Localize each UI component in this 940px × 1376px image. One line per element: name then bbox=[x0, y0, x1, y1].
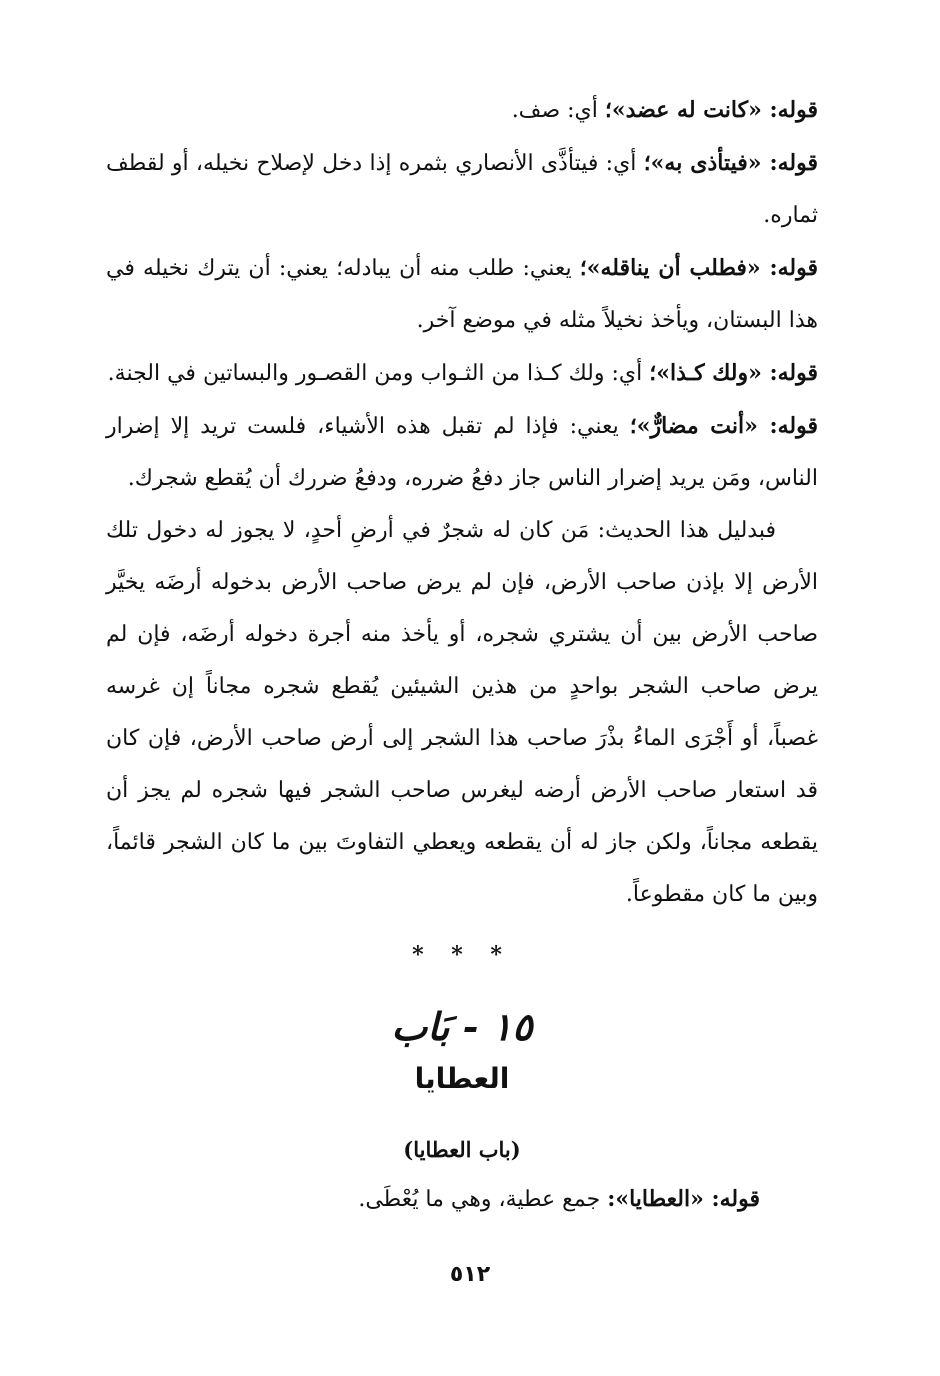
chapter-title: العطايا bbox=[414, 1062, 510, 1095]
commentary-paragraph-5 bbox=[106, 400, 818, 505]
chapter-number: ١٥ - بَاب bbox=[391, 1004, 533, 1049]
quoted-phrase: قوله: «العطايا»: bbox=[607, 1186, 760, 1212]
commentary-paragraph-2 bbox=[106, 137, 818, 242]
section-separator: * * * bbox=[412, 942, 512, 968]
commentary-paragraph-last bbox=[106, 1173, 818, 1226]
explanation-text: أي: صف. bbox=[511, 98, 605, 123]
explanation-text: يعني: طلب منه أن يبادله؛ يعني: أن يترك نخيله في هذا البستان، ويأخذ نخيلاً مثله في موضع آخر. bbox=[106, 256, 818, 333]
ruling-paragraph: فبدليل هذا الحديث: مَن كان له شجرٌ في أرضِ أحدٍ، لا يجوز له دخول تلك الأرض إلا بإذن صاحب الأرض، فإن لم يرض صاحب الأرض بدخوله أرضَه يخيَّر صاحب الأرض بين أن يشتري شجره، أو يأخذ منه أجرة دخوله أرضَه، فإن لم يرض صاحب الشجر بواحدٍ من هذين الشيئين يُقطع شجره مجاناً إن غرسه غصباً، أو أَجْرَى الماءُ بذْرَ صاحب هذا الشجر إلى أرض صاحب الأرض، فإن كان قد استعار صاحب الأرض أرضه ليغرس صاحب الشجر فيها شجره لم يجز أن يقطعه مجاناً، ولكن جاز له أن يقطعه ويعطي التفاوتَ بين ما كان الشجر قائماً، وبين ما كان مقطوعاً. bbox=[106, 518, 818, 907]
explanation-text: أي: فيتأذَّى الأنصاري بثمره إذا دخل لإصلاح نخيله، أو لقطف ثماره. bbox=[106, 151, 818, 228]
page-content bbox=[106, 84, 818, 1226]
commentary-paragraph-1 bbox=[106, 84, 818, 137]
quoted-phrase: قوله: «فطلب أن يناقله»؛ bbox=[579, 255, 818, 281]
commentary-paragraph-4 bbox=[106, 347, 818, 400]
quoted-phrase: قوله: «فيتأذى به»؛ bbox=[643, 150, 818, 176]
explanation-text: جمع عطية، وهي ما يُعْطَى. bbox=[358, 1187, 608, 1212]
quoted-phrase: قوله: «ولك كـذا»؛ bbox=[649, 360, 818, 386]
explanation-text: يعني: فإذا لم تقبل هذه الأشياء، فلست تريد إلا إضرار الناس، ومَن يريد إضرار الناس جاز دفعُ ضرره، ودفعُ ضررك أن يُقطع شجرك. bbox=[106, 414, 818, 491]
page-number: ٥١٢ bbox=[449, 1262, 491, 1287]
commentary-paragraph-3 bbox=[106, 242, 818, 347]
chapter-subtitle: (باب العطايا) bbox=[403, 1137, 521, 1162]
quoted-phrase: قوله: «كانت له عضد»؛ bbox=[604, 97, 818, 123]
quoted-phrase: قوله: «أنت مضارٌّ»؛ bbox=[629, 413, 818, 439]
explanation-text: أي: ولك كـذا من الثـواب ومن القصـور والبساتين في الجنة. bbox=[107, 361, 650, 386]
